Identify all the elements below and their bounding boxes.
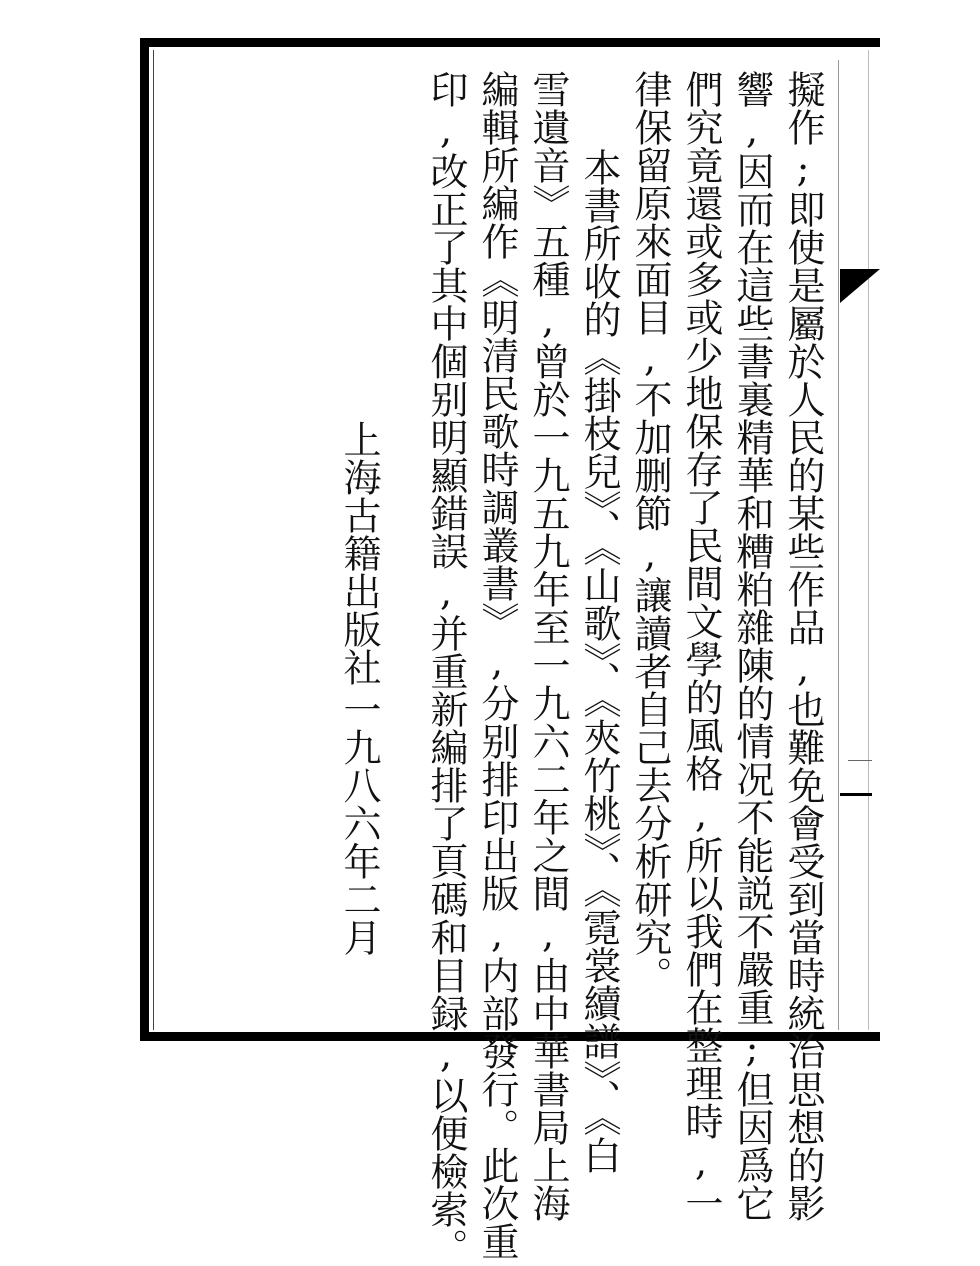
gutter-tick-mark-bold xyxy=(840,793,872,796)
page-border-left-inner xyxy=(153,50,154,1030)
page-border-right-inner xyxy=(838,60,839,1030)
publication-date: 一九八六年二月 xyxy=(337,690,381,956)
text-column-1: 擬作;即使是屬於人民的某些作品,也難免會受到當時統治思想的影 xyxy=(781,70,825,1222)
page-border-top xyxy=(140,38,880,47)
text-column-6: 雪遺音》五種,曾於一九五九年至一九六二年之間,由中華書局上海 xyxy=(526,70,570,1222)
text-column-8: 印,改正了其中個别明顯錯誤,并重新編排了頁碼和目録,以便檢索。 xyxy=(424,70,468,1266)
gutter-tick-mark xyxy=(848,760,872,761)
publisher-name: 上海古籍出版社 xyxy=(337,420,381,686)
gutter-fold-mark xyxy=(840,265,880,305)
text-column-2: 響,因而在這些書裏精華和糟粕雜陳的情况不能説不嚴重;但因爲它 xyxy=(730,70,774,1222)
page-gutter-line xyxy=(868,50,869,1030)
page-border-left xyxy=(140,38,149,1041)
text-column-5: 本書所收的《掛枝兒》、《山歌》、《夾竹桃》、《霓裳續譜》、《白 xyxy=(577,148,621,1174)
text-column-4: 律保留原來面目,不加删節,讓讀者自己去分析研究。 xyxy=(628,70,672,994)
text-column-7: 編輯所編作《明清民歌時調叢書》,分别排印出版,内部發行。此次重 xyxy=(475,70,519,1260)
text-column-3: 們究竟還或多或少地保存了民間文學的風格,所以我們在整理時,一 xyxy=(679,70,723,1222)
